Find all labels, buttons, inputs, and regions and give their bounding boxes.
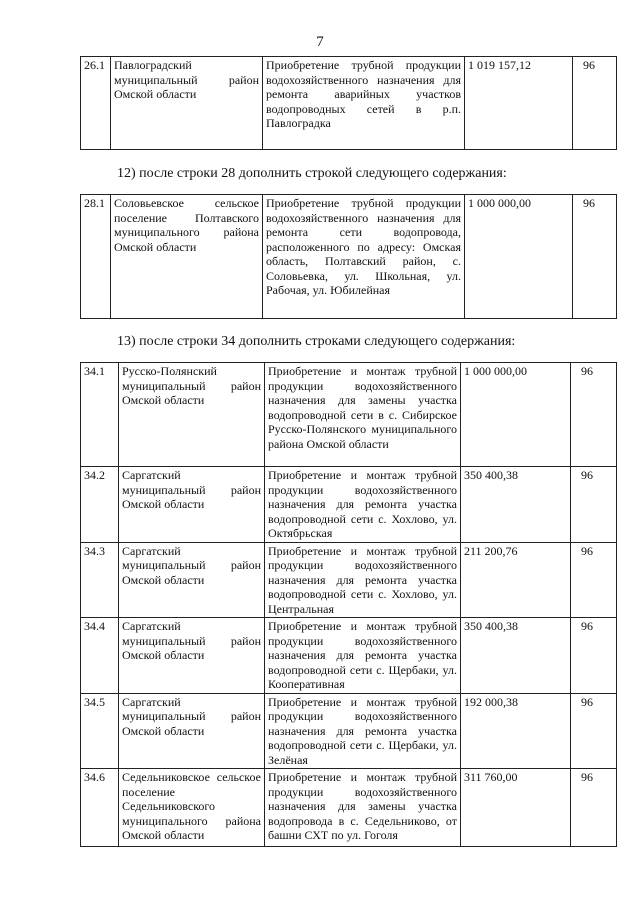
purpose-cell: Приобретение и монтаж трубной продукции водохозяйственного назначения для ремонта участка водопроводной сети с. Хохлово, ул. Октябрьская [265,467,461,543]
row-number: 34.5 [81,693,119,769]
code-cell: 96 [573,57,617,150]
table-row [81,57,617,150]
table-row [81,693,617,769]
recipient-cell: Саргатский муниципальный район Омской области [119,618,265,694]
amount-cell: 1 000 000,00 [461,363,571,467]
row-number: 28.1 [81,195,111,319]
table-row [81,195,617,319]
purpose-cell: Приобретение и монтаж трубной продукции водохозяйственного назначения для ремонта участка водопроводной сети с. Хохлово, ул. Центральная [265,542,461,618]
table-row-28-1 [80,194,617,319]
code-cell: 96 [571,769,617,847]
purpose-cell: Приобретение трубной продукции водохозяйственного назначения для ремонта сети водопровода, расположенного по адресу: Омская область, Полтавский район, с. Соловьевка, ул. Школьная, ул. Рабочая, ул. Юбилейная [263,195,465,319]
amount-cell: 350 400,38 [461,618,571,694]
amendment-13-text: 13) после строки 34 дополнить строками следующего содержания: [117,334,516,349]
amount-cell: 192 000,38 [461,693,571,769]
recipient-cell: Саргатский муниципальный район Омской области [119,467,265,543]
recipient-cell: Саргатский муниципальный район Омской области [119,693,265,769]
purpose-cell: Приобретение и монтаж трубной продукции водохозяйственного назначения для замены участка водопровода в с. Седельниково, от башни СХТ по ул. Гоголя [265,769,461,847]
row-number: 34.6 [81,769,119,847]
table-row [81,618,617,694]
row-number: 34.2 [81,467,119,543]
table-row [81,467,617,543]
amount-cell: 350 400,38 [461,467,571,543]
table-row [81,363,617,467]
amount-cell: 211 200,76 [461,542,571,618]
row-number: 26.1 [81,57,111,150]
purpose-cell: Приобретение и монтаж трубной продукции водохозяйственного назначения для ремонта участка водопроводной сети с. Щербаки, ул. Зелёная [265,693,461,769]
row-number: 34.1 [81,363,119,467]
table-row [81,769,617,847]
recipient-cell: Русско-Полянский муниципальный район Омской области [119,363,265,467]
code-cell: 96 [571,467,617,543]
purpose-cell: Приобретение трубной продукции водохозяйственного назначения для ремонта аварийных участков водопроводных сетей в р.п. Павлоградка [263,57,465,150]
recipient-cell: Саргатский муниципальный район Омской области [119,542,265,618]
code-cell: 96 [573,195,617,319]
amount-cell: 1 000 000,00 [465,195,573,319]
row-number: 34.3 [81,542,119,618]
recipient-cell: Соловьевское сельское поселение Полтавского муниципального района Омской области [111,195,263,319]
recipient-cell: Седельниковское сельское поселение Седельниковского муниципального района Омской области [119,769,265,847]
code-cell: 96 [571,363,617,467]
amount-cell: 311 760,00 [461,769,571,847]
code-cell: 96 [571,618,617,694]
code-cell: 96 [571,542,617,618]
page-number: 7 [316,34,324,50]
purpose-cell: Приобретение и монтаж трубной продукции водохозяйственного назначения для ремонта участка водопроводной сети с. Щербаки, ул. Кооперативная [265,618,461,694]
purpose-cell: Приобретение и монтаж трубной продукции водохозяйственного назначения для замены участка водопроводной сети в с. Сибирское Русско-Полянского муниципального района Омской области [265,363,461,467]
amendment-12-text: 12) после строки 28 дополнить строкой следующего содержания: [117,166,507,181]
table-row-26-1 [80,56,617,150]
row-number: 34.4 [81,618,119,694]
table-rows-34 [80,362,617,847]
recipient-cell: Павлоградский муниципальный район Омской области [111,57,263,150]
code-cell: 96 [571,693,617,769]
amount-cell: 1 019 157,12 [465,57,573,150]
table-row [81,542,617,618]
